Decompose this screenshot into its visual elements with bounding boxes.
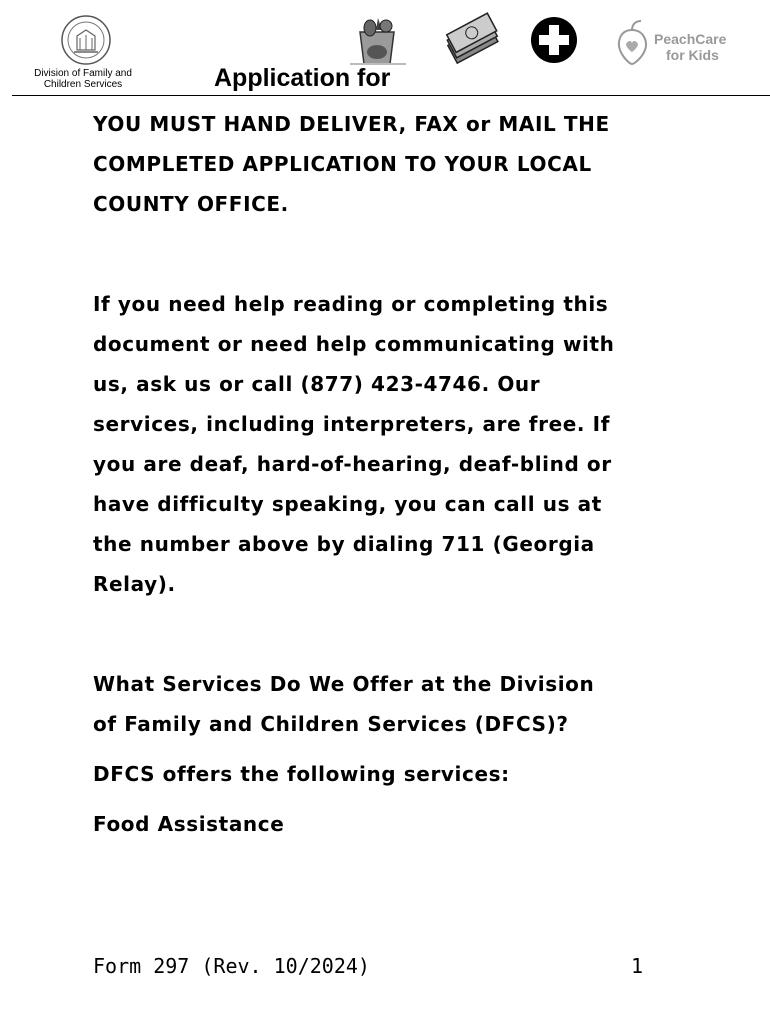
page-number: 1 [630,954,643,978]
accessibility-notice [93,284,693,604]
money-icon [440,12,502,66]
text-line: What Services Do We Offer at the Division [93,672,595,696]
service-food-assistance: Food Assistance [93,812,285,836]
text-line: If you need help reading or completing this [93,292,609,316]
page-header [0,0,770,98]
services-intro: DFCS offers the following services: [93,762,510,786]
text-line: document or need help communicating with [93,332,615,356]
text-line: Relay). [93,572,176,596]
header-divider [12,95,770,96]
peachcare-text-line2: for Kids [666,47,719,63]
text-line: of Family and Children Services (DFCS)? [93,712,569,736]
peachcare-logo-icon [614,18,726,68]
text-line: the number above by dialing 711 (Georgia [93,532,595,556]
georgia-seal-icon [60,14,112,66]
text-line: COUNTY OFFICE. [93,192,289,216]
text-line: you are deaf, hard-of-hearing, deaf-blind or [93,452,612,476]
grocery-bag-icon [346,12,408,66]
delivery-instructions [93,104,693,224]
text-line: us, ask us or call (877) 423-4746. Our [93,372,541,396]
text-line: services, including interpreters, are free. If [93,412,611,436]
org-name: Division of Family and Children Services [34,68,132,90]
medical-cross-icon [530,16,578,64]
document-body [93,104,693,844]
text-line: COMPLETED APPLICATION TO YOUR LOCAL [93,152,592,176]
page-title: Application for [214,64,391,92]
peachcare-text-line1: PeachCare [654,31,727,47]
text-line: YOU MUST HAND DELIVER, FAX or MAIL THE [93,112,610,136]
page-footer [93,954,643,978]
text-line: have difficulty speaking, you can call us at [93,492,602,516]
form-number: Form 297 (Rev. 10/2024) [93,954,370,978]
services-question [93,664,693,744]
